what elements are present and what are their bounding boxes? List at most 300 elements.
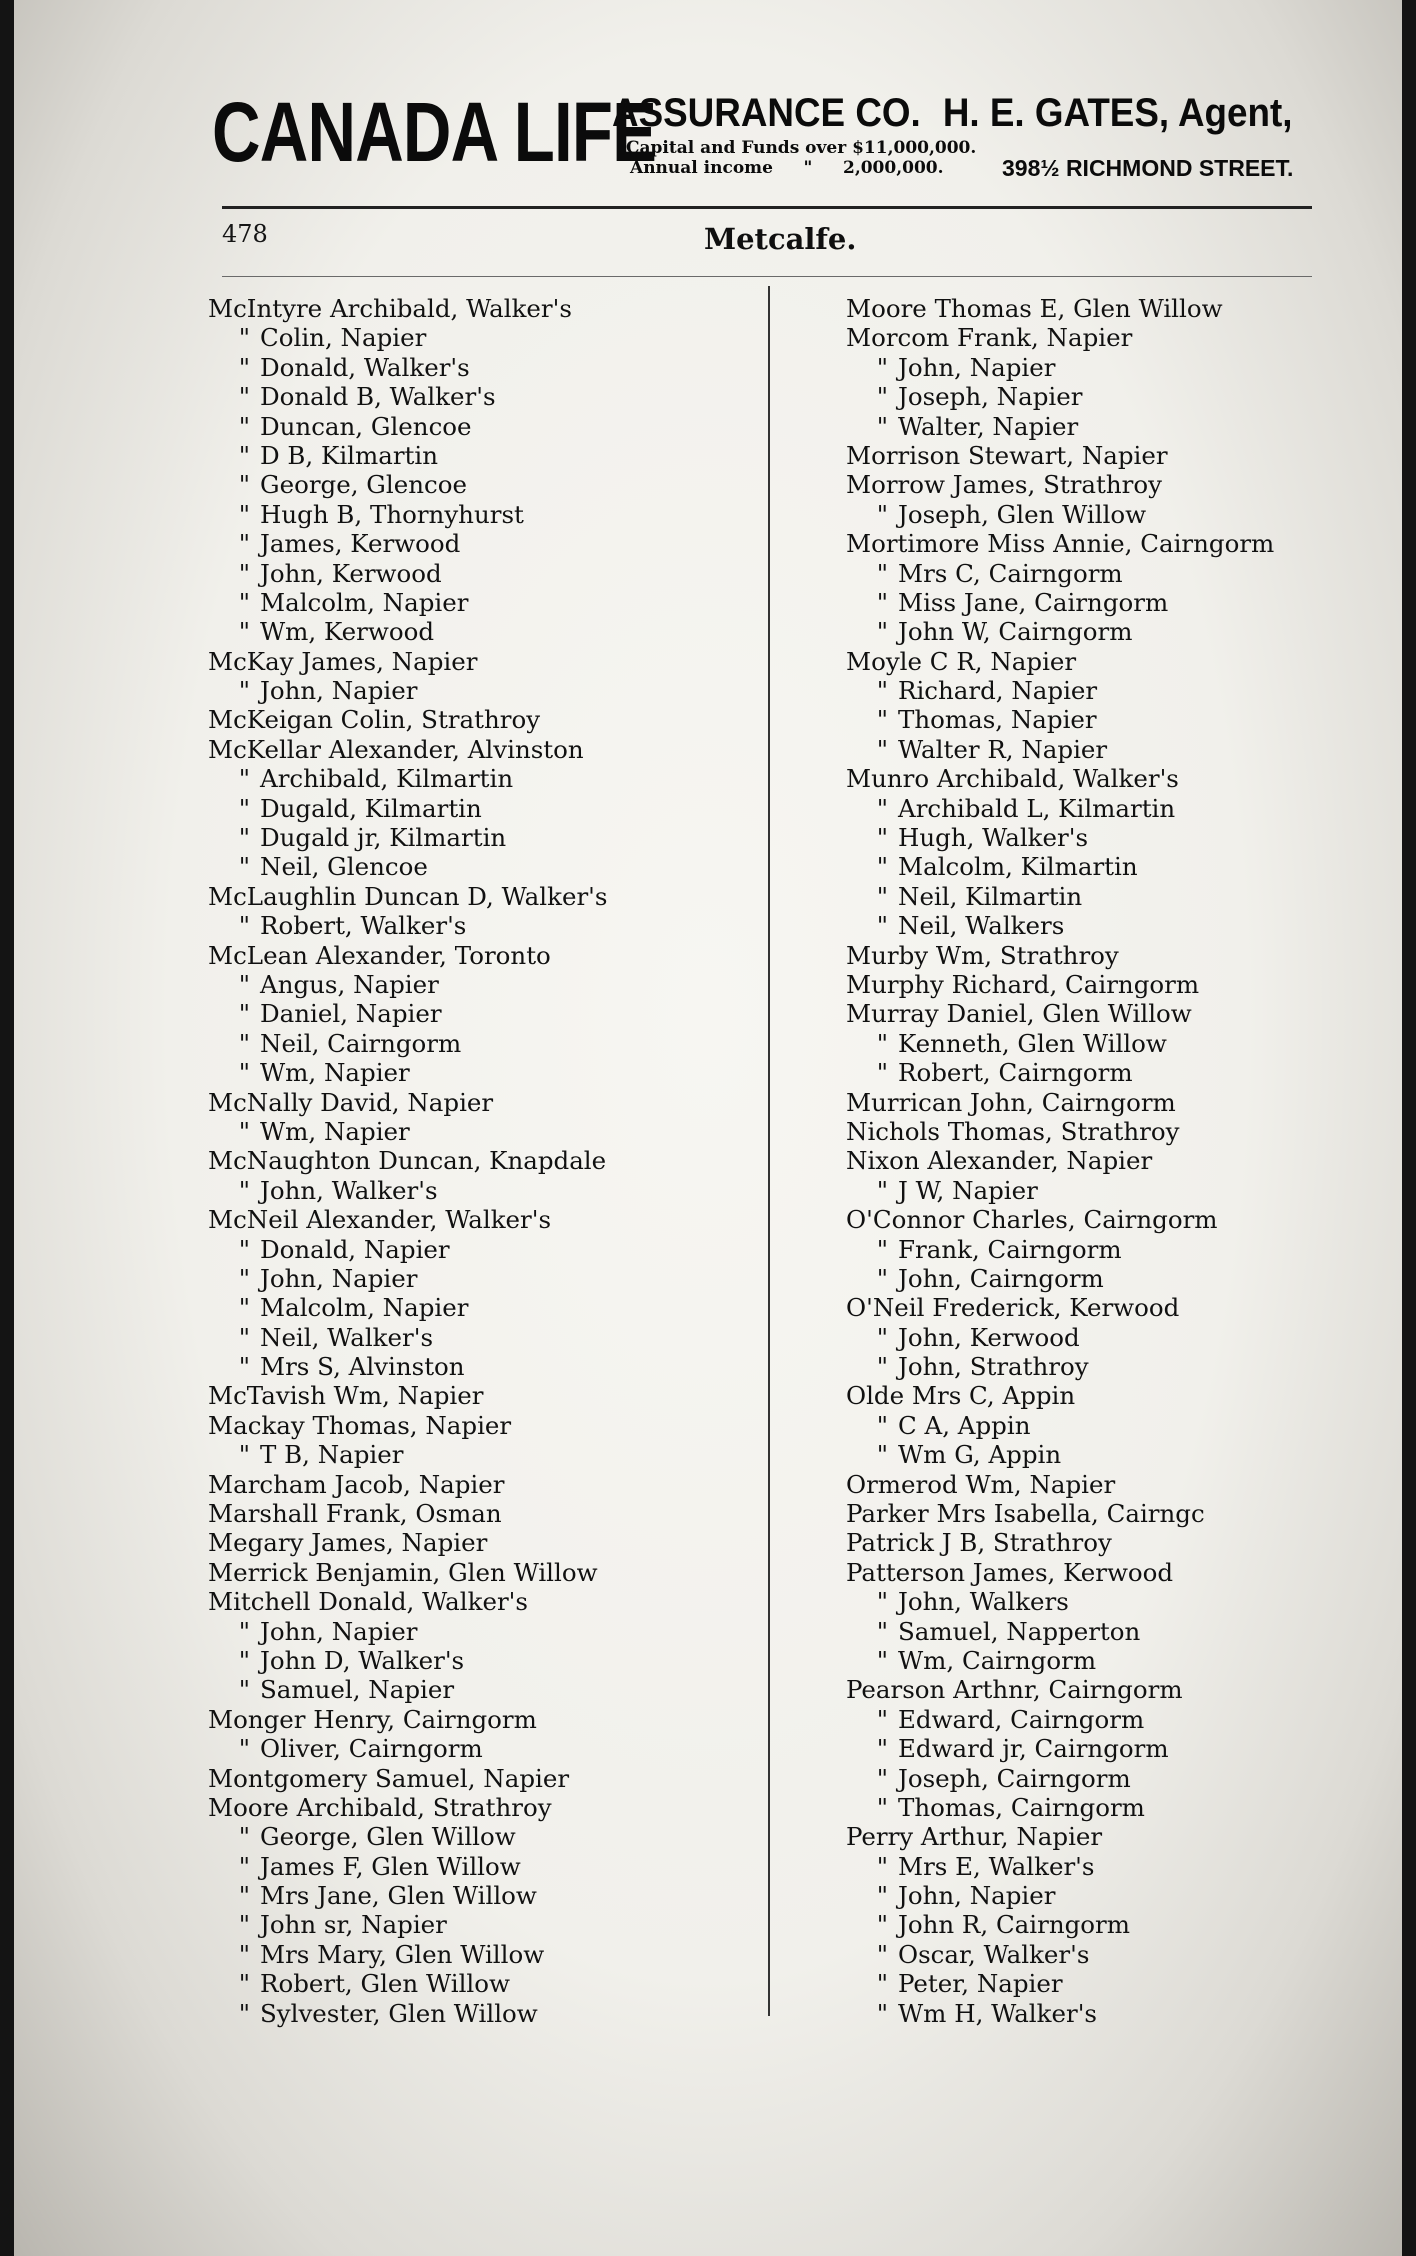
entry-text: John, Strathroy xyxy=(898,1352,1089,1382)
directory-entry xyxy=(846,1117,1406,1146)
directory-entry xyxy=(208,294,768,323)
directory-entry xyxy=(846,559,1406,588)
ditto-mark: " xyxy=(238,323,250,353)
directory-entry xyxy=(846,911,1406,940)
entry-text: Murby Wm, Strathroy xyxy=(846,940,1119,970)
entry-text: John, Kerwood xyxy=(260,558,442,588)
entry-text: Parker Mrs Isabella, Cairngc xyxy=(846,1499,1205,1529)
directory-entry xyxy=(208,1411,768,1440)
entry-text: Nichols Thomas, Strathroy xyxy=(846,1116,1180,1146)
entry-text: Monger Henry, Cairngorm xyxy=(208,1704,537,1734)
directory-entry xyxy=(846,529,1406,558)
directory-entry xyxy=(846,1999,1406,2028)
entry-text: Moore Archibald, Strathroy xyxy=(208,1792,552,1822)
ditto-mark: " xyxy=(876,1263,888,1293)
ditto-mark: " xyxy=(876,1881,888,1911)
entry-text: Murphy Richard, Cairngorm xyxy=(846,969,1200,999)
advertisement-banner xyxy=(212,84,1322,194)
directory-entry xyxy=(846,1675,1406,1704)
entry-text: Walter R, Napier xyxy=(898,734,1108,764)
directory-entry xyxy=(208,500,768,529)
entry-text: McNeil Alexander, Walker's xyxy=(208,1205,552,1235)
ditto-mark: " xyxy=(876,881,888,911)
entry-text: Joseph, Cairngorm xyxy=(898,1763,1131,1793)
ditto-mark: " xyxy=(876,1616,888,1646)
entry-text: Merrick Benjamin, Glen Willow xyxy=(208,1557,598,1587)
directory-entry xyxy=(846,382,1406,411)
directory-entry xyxy=(846,1146,1406,1175)
directory-entry xyxy=(208,1705,768,1734)
entry-text: Montgomery Samuel, Napier xyxy=(208,1763,570,1793)
entry-text: John, Walker's xyxy=(260,1175,438,1205)
entry-text: Nixon Alexander, Napier xyxy=(846,1146,1153,1176)
directory-entry xyxy=(846,323,1406,352)
directory-entry xyxy=(208,1940,768,1969)
entry-text: Frank, Cairngorm xyxy=(898,1234,1122,1264)
directory-entry xyxy=(846,588,1406,617)
ditto-mark: " xyxy=(238,1440,250,1470)
entry-text: George, Glencoe xyxy=(260,470,467,500)
entry-text: Walter, Napier xyxy=(898,411,1079,441)
ditto-mark: " xyxy=(238,1116,250,1146)
directory-entry xyxy=(208,1264,768,1293)
directory-entry xyxy=(208,1646,768,1675)
entry-text: McKay James, Napier xyxy=(208,646,478,676)
entry-text: Wm G, Appin xyxy=(898,1440,1062,1470)
entry-text: Patterson James, Kerwood xyxy=(846,1557,1174,1587)
ditto-mark: " xyxy=(238,440,250,470)
directory-entry xyxy=(208,353,768,382)
entry-text: Marcham Jacob, Napier xyxy=(208,1469,505,1499)
ditto-mark: " xyxy=(876,1763,888,1793)
entry-text: Joseph, Glen Willow xyxy=(898,499,1147,529)
ditto-mark: " xyxy=(238,1910,250,1940)
ditto-mark: " xyxy=(876,1645,888,1675)
directory-entry xyxy=(846,1940,1406,1969)
directory-entry xyxy=(846,1646,1406,1675)
directory-entry xyxy=(846,1969,1406,1998)
entry-text: James F, Glen Willow xyxy=(260,1851,521,1881)
entry-text: C A, Appin xyxy=(898,1410,1031,1440)
directory-entry xyxy=(208,1176,768,1205)
directory-entry xyxy=(208,941,768,970)
ad-income-line xyxy=(630,158,944,178)
entry-text: John sr, Napier xyxy=(260,1910,447,1940)
entry-text: Morrison Stewart, Napier xyxy=(846,440,1168,470)
directory-entry xyxy=(846,1822,1406,1851)
directory-entry xyxy=(208,794,768,823)
page-title: Metcalfe. xyxy=(704,222,857,256)
directory-entry xyxy=(208,1058,768,1087)
directory-entry xyxy=(208,705,768,734)
directory-entry xyxy=(208,1969,768,1998)
entry-text: Peter, Napier xyxy=(898,1969,1063,1999)
directory-entry xyxy=(208,1381,768,1410)
directory-entry xyxy=(208,1205,768,1234)
directory-entry xyxy=(208,1881,768,1910)
ditto-mark: " xyxy=(876,1969,888,1999)
entry-text: Mrs C, Cairngorm xyxy=(898,558,1123,588)
entry-text: Richard, Napier xyxy=(898,676,1098,706)
directory-entry xyxy=(208,1440,768,1469)
entry-text: O'Connor Charles, Cairngorm xyxy=(846,1205,1218,1235)
directory-entry xyxy=(846,500,1406,529)
entry-text: Wm H, Walker's xyxy=(898,1998,1098,2028)
directory-entry xyxy=(208,647,768,676)
directory-entry xyxy=(846,412,1406,441)
directory-entry xyxy=(846,941,1406,970)
ditto-mark: " xyxy=(238,793,250,823)
entry-text: Donald, Napier xyxy=(260,1234,450,1264)
directory-entry xyxy=(846,1852,1406,1881)
directory-entry xyxy=(846,294,1406,323)
directory-entry xyxy=(208,1470,768,1499)
ditto-mark: " xyxy=(238,1675,250,1705)
directory-entry xyxy=(208,323,768,352)
directory-entry xyxy=(846,1058,1406,1087)
directory-entry xyxy=(846,1528,1406,1557)
ditto-mark: " xyxy=(876,352,888,382)
entry-text: Murray Daniel, Glen Willow xyxy=(846,999,1192,1029)
ditto-mark: " xyxy=(876,1352,888,1382)
directory-entry xyxy=(846,1617,1406,1646)
ad-headline xyxy=(612,90,1292,136)
ditto-mark: " xyxy=(238,1322,250,1352)
ditto-mark: " xyxy=(876,1175,888,1205)
entry-text: Munro Archibald, Walker's xyxy=(846,764,1179,794)
directory-entry xyxy=(846,1910,1406,1939)
entry-text: Dugald jr, Kilmartin xyxy=(260,823,507,853)
entry-text: John, Napier xyxy=(260,1263,418,1293)
left-column xyxy=(208,294,768,2028)
directory-entry xyxy=(208,1852,768,1881)
directory-entry xyxy=(846,1176,1406,1205)
directory-entry xyxy=(846,999,1406,1028)
entry-text: McLaughlin Duncan D, Walker's xyxy=(208,881,608,911)
ditto-mark: " xyxy=(238,1263,250,1293)
entry-text: Olde Mrs C, Appin xyxy=(846,1381,1076,1411)
directory-entry xyxy=(846,882,1406,911)
directory-entry xyxy=(846,1235,1406,1264)
entry-text: Neil, Walkers xyxy=(898,911,1065,941)
directory-entry xyxy=(846,1793,1406,1822)
entry-text: Angus, Napier xyxy=(260,969,439,999)
directory-entry xyxy=(208,1352,768,1381)
directory-entry xyxy=(208,735,768,764)
entry-text: Wm, Napier xyxy=(260,1058,410,1088)
entry-text: Dugald, Kilmartin xyxy=(260,793,482,823)
ditto-mark: " xyxy=(876,1704,888,1734)
ditto-mark: " xyxy=(238,1058,250,1088)
ditto-mark: " xyxy=(876,1792,888,1822)
ditto-mark: " xyxy=(876,852,888,882)
ditto-mark: " xyxy=(876,1322,888,1352)
ad-address: 398½ RICHMOND STREET. xyxy=(1002,155,1294,181)
entry-text: Wm, Kerwood xyxy=(260,617,435,647)
entry-text: Mortimore Miss Annie, Cairngorm xyxy=(846,529,1275,559)
entry-text: McLean Alexander, Toronto xyxy=(208,940,551,970)
entry-text: Marshall Frank, Osman xyxy=(208,1499,502,1529)
directory-entry xyxy=(846,617,1406,646)
ditto-mark: " xyxy=(876,734,888,764)
ditto-mark: " xyxy=(876,1440,888,1470)
entry-text: Hugh, Walker's xyxy=(898,823,1089,853)
directory-entry xyxy=(846,1470,1406,1499)
entry-text: John, Napier xyxy=(260,1616,418,1646)
entry-text: Thomas, Napier xyxy=(898,705,1097,735)
directory-entry xyxy=(208,1764,768,1793)
entry-text: Archibald, Kilmartin xyxy=(260,764,514,794)
directory-entry xyxy=(846,470,1406,499)
directory-entry xyxy=(846,1440,1406,1469)
ditto-mark: " xyxy=(876,1851,888,1881)
directory-entry xyxy=(208,412,768,441)
entry-text: D B, Kilmartin xyxy=(260,440,438,470)
directory-entry xyxy=(208,1999,768,2028)
entry-text: Thomas, Cairngorm xyxy=(898,1792,1145,1822)
entry-text: Mrs E, Walker's xyxy=(898,1851,1095,1881)
directory-entry xyxy=(208,1528,768,1557)
directory-entry xyxy=(208,1734,768,1763)
directory-entry xyxy=(846,852,1406,881)
entry-text: Edward jr, Cairngorm xyxy=(898,1734,1169,1764)
entry-text: Malcolm, Kilmartin xyxy=(898,852,1138,882)
ad-brand: CANADA LIFE xyxy=(212,85,657,179)
directory-entry xyxy=(846,1352,1406,1381)
directory-entry xyxy=(208,1293,768,1322)
directory-entry xyxy=(846,705,1406,734)
entry-text: Donald, Walker's xyxy=(260,352,470,382)
entry-text: Hugh B, Thornyhurst xyxy=(260,499,524,529)
ditto-mark: " xyxy=(238,1969,250,1999)
directory-entry xyxy=(208,617,768,646)
page-number: 478 xyxy=(222,220,268,248)
ditto-mark: " xyxy=(238,1734,250,1764)
directory-entry xyxy=(208,588,768,617)
directory-entry xyxy=(846,676,1406,705)
entry-text: Mrs Jane, Glen Willow xyxy=(260,1881,537,1911)
ditto-mark: " xyxy=(238,676,250,706)
ditto-mark: " xyxy=(238,529,250,559)
directory-entry xyxy=(846,1411,1406,1440)
entry-text: McIntyre Archibald, Walker's xyxy=(208,294,572,323)
directory-entry xyxy=(846,1881,1406,1910)
entry-text: Daniel, Napier xyxy=(260,999,442,1029)
entry-text: John D, Walker's xyxy=(260,1645,465,1675)
entry-text: John, Napier xyxy=(260,676,418,706)
directory-entry xyxy=(846,794,1406,823)
entry-text: Mrs Mary, Glen Willow xyxy=(260,1939,545,1969)
entry-text: John, Napier xyxy=(898,352,1056,382)
directory-entry xyxy=(208,999,768,1028)
entry-text: Wm, Napier xyxy=(260,1116,410,1146)
entry-text: Samuel, Napperton xyxy=(898,1616,1141,1646)
ad-company: ASSURANCE CO. xyxy=(612,91,921,135)
ditto-mark: " xyxy=(238,1998,250,2028)
ditto-mark: " xyxy=(876,793,888,823)
entry-text: John, Napier xyxy=(898,1881,1056,1911)
ditto-mark: " xyxy=(238,764,250,794)
entry-text: McNally David, Napier xyxy=(208,1087,494,1117)
ditto-mark: " xyxy=(238,1822,250,1852)
entry-text: Ormerod Wm, Napier xyxy=(846,1469,1116,1499)
ditto-mark: " xyxy=(238,352,250,382)
ditto-mark: " xyxy=(876,705,888,735)
entry-text: John, Walkers xyxy=(898,1587,1069,1617)
ditto-mark: " xyxy=(238,1028,250,1058)
entry-text: Neil, Glencoe xyxy=(260,852,428,882)
entry-text: Malcolm, Napier xyxy=(260,1293,469,1323)
directory-entry xyxy=(846,764,1406,793)
ditto-mark: " xyxy=(238,617,250,647)
entry-text: Pearson Arthnr, Cairngorm xyxy=(846,1675,1183,1705)
entry-text: Perry Arthur, Napier xyxy=(846,1822,1103,1852)
entry-text: Sylvester, Glen Willow xyxy=(260,1998,538,2028)
directory-entry xyxy=(846,1264,1406,1293)
directory-entry xyxy=(846,823,1406,852)
directory-entry xyxy=(846,735,1406,764)
entry-text: Robert, Glen Willow xyxy=(260,1969,510,1999)
right-column xyxy=(846,294,1406,2028)
entry-text: McNaughton Duncan, Knapdale xyxy=(208,1146,607,1176)
directory-entry xyxy=(208,441,768,470)
ditto-mark: " xyxy=(238,411,250,441)
ditto-mark: " xyxy=(876,411,888,441)
entry-text: Oliver, Cairngorm xyxy=(260,1734,483,1764)
ditto-mark: " xyxy=(238,470,250,500)
entry-text: Moyle C R, Napier xyxy=(846,646,1077,676)
header-rule xyxy=(222,206,1312,209)
directory-entry xyxy=(208,1323,768,1352)
directory-entry xyxy=(208,1558,768,1587)
ditto-mark: " xyxy=(238,1939,250,1969)
entry-text: Edward, Cairngorm xyxy=(898,1704,1145,1734)
entry-text: Mitchell Donald, Walker's xyxy=(208,1587,528,1617)
directory-entry xyxy=(208,1235,768,1264)
entry-text: Miss Jane, Cairngorm xyxy=(898,587,1169,617)
directory-entry xyxy=(208,1617,768,1646)
ditto-mark: " xyxy=(238,969,250,999)
directory-entry xyxy=(208,1088,768,1117)
ditto-mark: " xyxy=(876,676,888,706)
entry-text: McKeigan Colin, Strathroy xyxy=(208,705,541,735)
directory-entry xyxy=(208,823,768,852)
directory-entry xyxy=(208,1822,768,1851)
ditto-mark: " xyxy=(238,1293,250,1323)
entry-text: Morcom Frank, Napier xyxy=(846,323,1133,353)
ditto-mark: " xyxy=(876,1910,888,1940)
entry-text: O'Neil Frederick, Kerwood xyxy=(846,1293,1180,1323)
ditto-mark: " xyxy=(238,587,250,617)
entry-text: John R, Cairngorm xyxy=(898,1910,1130,1940)
ditto-mark: " xyxy=(876,1998,888,2028)
entry-text: Kenneth, Glen Willow xyxy=(898,1028,1167,1058)
directory-entry xyxy=(208,1499,768,1528)
ditto-mark: " xyxy=(876,1734,888,1764)
ditto-mark: " xyxy=(876,823,888,853)
ditto-mark: " xyxy=(876,1939,888,1969)
entry-text: George, Glen Willow xyxy=(260,1822,516,1852)
ditto-mark: " xyxy=(876,499,888,529)
ditto-mark: " xyxy=(876,1234,888,1264)
entry-text: Morrow James, Strathroy xyxy=(846,470,1162,500)
directory-entry xyxy=(208,382,768,411)
ditto-mark: " xyxy=(876,587,888,617)
entry-text: Megary James, Napier xyxy=(208,1528,488,1558)
ditto-mark: " xyxy=(238,911,250,941)
entry-text: Neil, Walker's xyxy=(260,1322,434,1352)
ditto-mark: " xyxy=(238,823,250,853)
directory-entry xyxy=(208,559,768,588)
ditto-mark: " xyxy=(238,382,250,412)
directory-entry xyxy=(208,1146,768,1175)
directory-entry xyxy=(846,1029,1406,1058)
ad-income-label: Annual income xyxy=(630,158,773,178)
ditto-mark: " xyxy=(876,558,888,588)
directory-entry xyxy=(208,852,768,881)
ditto-mark: " xyxy=(238,1175,250,1205)
directory-entry xyxy=(846,647,1406,676)
directory-entry xyxy=(846,1205,1406,1234)
entry-text: John W, Cairngorm xyxy=(898,617,1133,647)
ditto-mark: " xyxy=(876,1028,888,1058)
directory-page xyxy=(14,0,1402,2256)
entry-text: Neil, Cairngorm xyxy=(260,1028,462,1058)
entry-text: Donald B, Walker's xyxy=(260,382,496,412)
ditto-mark: " xyxy=(876,1410,888,1440)
column-divider xyxy=(768,286,770,2016)
ditto-mark: " xyxy=(238,852,250,882)
ditto-mark: " xyxy=(238,1234,250,1264)
ditto-mark: " xyxy=(876,382,888,412)
directory-entry xyxy=(208,1675,768,1704)
ditto-mark: " xyxy=(238,1851,250,1881)
directory-entry xyxy=(846,1293,1406,1322)
ditto-mark: " xyxy=(876,911,888,941)
ad-income-value: 2,000,000. xyxy=(842,158,944,178)
entry-text: Moore Thomas E, Glen Willow xyxy=(846,294,1223,323)
entry-text: Murrican John, Cairngorm xyxy=(846,1087,1176,1117)
directory-entry xyxy=(208,911,768,940)
entry-text: Malcolm, Napier xyxy=(260,587,469,617)
entry-text: Archibald L, Kilmartin xyxy=(898,793,1176,823)
entry-text: Patrick J B, Strathroy xyxy=(846,1528,1112,1558)
entry-text: Joseph, Napier xyxy=(898,382,1083,412)
entry-text: T B, Napier xyxy=(260,1440,404,1470)
entry-text: Colin, Napier xyxy=(260,323,427,353)
entry-text: Mrs S, Alvinston xyxy=(260,1352,465,1382)
entry-text: John, Kerwood xyxy=(898,1322,1080,1352)
entry-text: McKellar Alexander, Alvinston xyxy=(208,734,584,764)
entry-text: Robert, Cairngorm xyxy=(898,1058,1133,1088)
directory-entry xyxy=(208,1117,768,1146)
entry-text: James, Kerwood xyxy=(260,529,461,559)
directory-entry xyxy=(846,1734,1406,1763)
directory-entry xyxy=(846,441,1406,470)
directory-entry xyxy=(208,1793,768,1822)
title-rule xyxy=(222,276,1312,277)
directory-entry xyxy=(846,1088,1406,1117)
directory-entry xyxy=(208,764,768,793)
ditto-mark: " xyxy=(238,1616,250,1646)
ditto-mark: " xyxy=(876,1058,888,1088)
entry-text: J W, Napier xyxy=(898,1175,1038,1205)
directory-entry xyxy=(208,529,768,558)
directory-entry xyxy=(208,470,768,499)
directory-entry xyxy=(846,970,1406,999)
directory-entry xyxy=(846,1499,1406,1528)
ditto-mark: " xyxy=(238,499,250,529)
